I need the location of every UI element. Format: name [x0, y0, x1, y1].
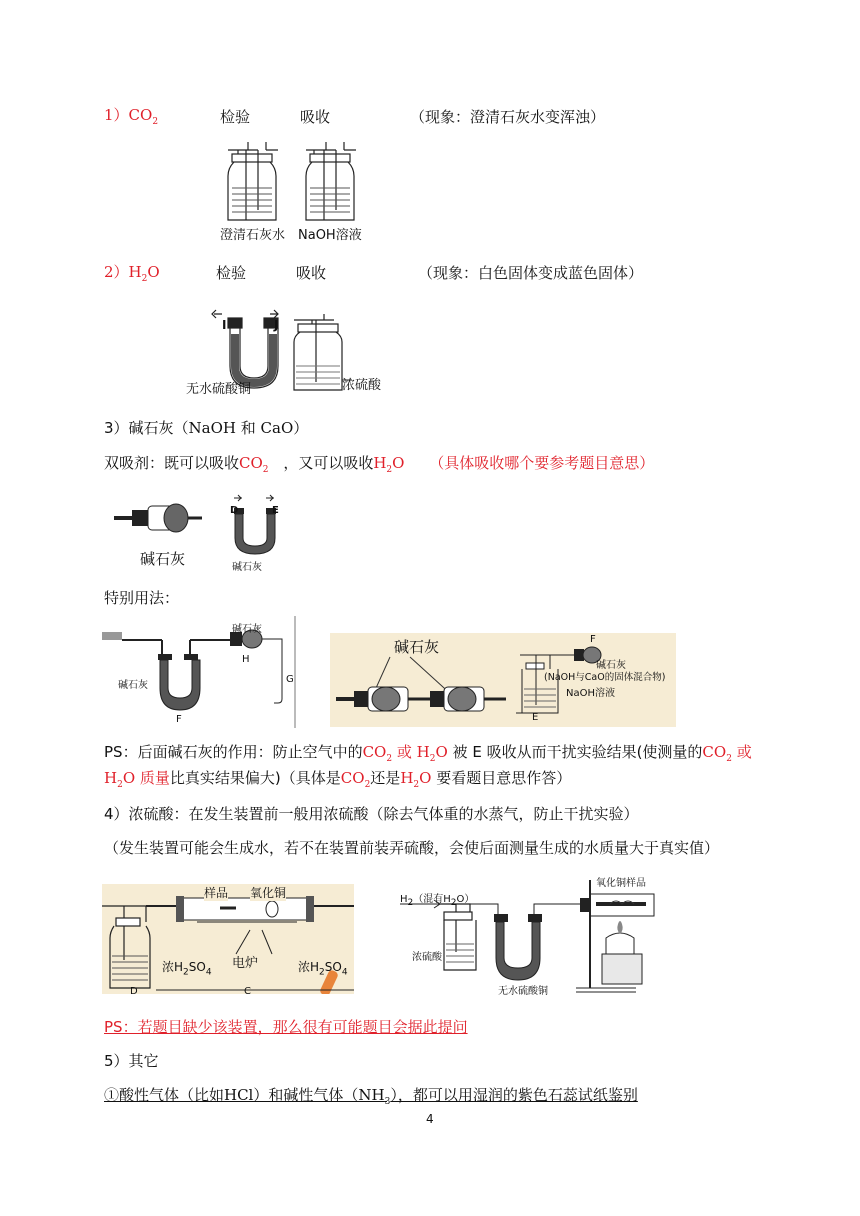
section-1-absorb: 吸收 [300, 108, 331, 126]
figure-special-3-label-a: 碱石灰 [596, 660, 626, 671]
figure-special-1-g-label: G [286, 674, 294, 685]
figure-furnace-c-label: C [244, 986, 251, 997]
section-2-gas: $2)H_2O$ [104, 263, 160, 284]
figure-hydrogen-oxide-label: 氧化铜样品 [596, 878, 646, 889]
section-1-note: （现象：澄清石灰水变浑浊） [410, 108, 606, 126]
figure-soda-lime-u-e: E [272, 505, 279, 516]
section-2-heading [104, 261, 160, 290]
figure-soda-lime-u-label: 碱石灰 [232, 562, 262, 573]
figure-hydrogen-cuso4-label: 无水硫酸铜 [498, 986, 548, 997]
figure-furnace-furnace-label: 电炉 [232, 956, 259, 971]
figure-furnace-acid-left: 浓$H_2SO_4$ [162, 960, 212, 978]
figure-special-3-e-label: E [532, 712, 539, 723]
figure-furnace-d-label: D [130, 986, 138, 997]
figure-special-2-label: 碱石灰 [394, 638, 440, 656]
figure-co2-right-label: NaOH溶液 [298, 228, 362, 243]
section-2-check: 检验 [216, 264, 247, 282]
section-5-item1: ①酸性气体（比如HCl）和碱性气体$(NH_3)$，都可以用湿润的紫色石蕊试纸鉴别 [104, 1086, 638, 1107]
section-1-gas: $1)CO_2$ [104, 106, 159, 127]
section-3-heading: 3）碱石灰（NaOH 和 CaO） [104, 419, 309, 437]
section-2-note: （现象：白色固体变成蓝色固体） [418, 264, 644, 282]
figure-co2-left-label: 澄清石灰水 [220, 228, 286, 243]
figure-special-3-label-c: NaOH溶液 [566, 688, 615, 699]
special-title: 特别用法： [104, 589, 180, 607]
page-number: 4 [426, 1112, 434, 1126]
ps-soda-lime-line2: $H_2O$ 质量比真实结果偏大)（具体是$CO_2$还是$H_2O$ 要看题目意思作答） [104, 769, 572, 790]
figure-hydrogen-acid-label: 浓硫酸 [412, 952, 442, 963]
ps-soda-lime-line1: PS：后面碱石灰的作用：防止空气中的$CO_2$ 或 $H_2O$ 被 E 吸收从而干扰实验结果(使测量的$CO_2$ 或 [104, 743, 752, 764]
ps-missing-device: PS：若题目缺少该装置，那么很有可能题目会据此提问 [104, 1018, 468, 1036]
section-5-title: 5）其它 [104, 1052, 159, 1070]
figure-furnace-sample-label: 样品 [204, 886, 229, 900]
figure-special-1-h-label: H [242, 654, 250, 665]
figure-soda-lime-tube [112, 494, 212, 540]
figure-special-1-left-label: 碱石灰 [118, 680, 148, 691]
section-1-heading [104, 104, 158, 133]
figure-special-3-label-b: (NaOH与CaO的固体混合物) [544, 672, 666, 683]
figure-special-3-f-label: F [590, 634, 596, 645]
figure-soda-lime-label: 碱石灰 [140, 550, 186, 568]
figure-h2o-label-i: I [222, 318, 227, 332]
figure-soda-lime-u-tube [228, 494, 288, 560]
section-1-check: 检验 [220, 108, 251, 126]
figure-hydrogen-h2-label: $H_2$（混有$H_2O$） [400, 894, 475, 908]
figure-special-1 [102, 616, 298, 728]
section-4-line1: 4）浓硫酸：在发生装置前一般用浓硫酸（除去气体重的水蒸气，防止干扰实验） [104, 805, 639, 823]
figure-h2o-label-j: J [274, 318, 279, 332]
figure-special-1-top-label: 碱石灰 [232, 624, 262, 635]
section-2-absorb: 吸收 [296, 264, 327, 282]
figure-soda-lime-u-d: D [230, 505, 239, 516]
figure-furnace-acid-right: 浓$H_2SO_4$ [298, 960, 348, 978]
figure-h2o-left-label: 无水硫酸铜 [186, 382, 252, 397]
figure-h2o-right-label: 浓硫酸 [342, 378, 382, 393]
section-4-line2: （发生装置可能会生成水，若不在装置前装弄硫酸，会使后面测量生成的水质量大于真实值） [104, 839, 720, 857]
figure-special-1-f-label: F [176, 714, 182, 725]
section-3-dual: 双吸剂：既可以吸收$CO_2$ ，又可以吸收$H_2O$ （具体吸收哪个要参考题目意思） [104, 454, 655, 475]
figure-furnace-oxide-label: 氧化铜 [250, 886, 287, 900]
